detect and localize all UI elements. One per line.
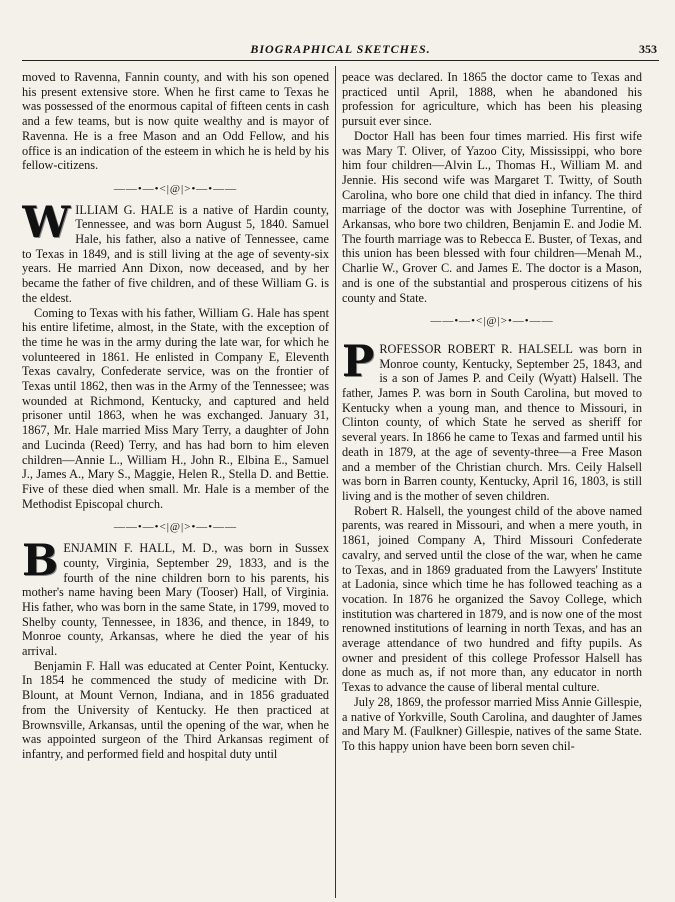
dropcap-b: B [22, 536, 59, 587]
dropcap-p: P [342, 336, 375, 387]
hall-marriages-paragraph: Doctor Hall has been four times married. His first wife was Mary T. Oliver, of Yazoo City, Mississippi, who bore him four children—Alvin L., Thomas H., William M. and Jennie. His second wife was Margaret T. Twitty, of South Carolina, who bore one child that died in infancy. The third marriage of the doctor was with Josephine Turrentine, of Arkansas, who bore two children, Benjamin E. and Jodie M. The fourth marriage was to Rebecca E. Buster, of Texas, and this union has been blessed with four children—Menah M., Charlie W., Grover C. and James E. The doctor is a Mason, and is one of the substantial and prosperous citizens of his county and State. [342, 128, 642, 305]
dropcap-w: W [22, 197, 71, 248]
hale-intro-text: is a native of Hardin county, Tennessee, and was born August 5, 1840. Samuel Hale, his father, also a native of Tennessee, came to Texas in 1849, and is still living at the age of seventy-six years. He married Ann Dixon, now deceased, and by her became the father of five children, and of these William G. is the eldest. [22, 202, 329, 305]
column-rule [335, 66, 336, 898]
halsell-paragraph-3: July 28, 1869, the professor married Miss Annie Gillespie, a native of Yorkville, South Carolina, and daughter of James and Mary M. (Faulkner) Gillespie, natives of the same State. To this happy union have been born seven chil- [342, 694, 642, 753]
bio-robert-halsell [342, 336, 642, 754]
section-ornament: ——•—•<|@|>•—•—— [113, 521, 238, 534]
hall-intro-text: , was born in Sussex county, Virginia, September 29, 1833, and is the fourth of the nine children born to his parents, his mother's name having been Mary (Tooser) Hall, of Virginia. His father, who was born in the same State, in 1799, moved to Shelby county, Tennessee, in 1836, and thence, in 1849, to Monroe county, Arkansas, where he died the year of his arrival. [22, 541, 329, 659]
hale-intro-paragraph [22, 197, 329, 306]
section-ornament: ——•—•<|@|>•—•—— [430, 315, 554, 328]
left-column [22, 70, 329, 896]
running-head: BIOGRAPHICAL SKETCHES. [250, 42, 431, 56]
page-header [22, 40, 659, 61]
halsell-paragraph-2: Robert R. Halsell, the youngest child of the above named parents, was reared in Missouri, and when a mere youth, in 1861, joined Company A, Third Missouri Confederate cavalry, and served until the close of the war, when he came to Texas, and in 1869 graduated from the Lawyers' Institute at Ladonia, since which time he has followed teaching as a vocation. In 1876 he organized the Savoy College, which institution was chartered in 1879, and is now one of the most renowned institutions of learning in north Texas, and has an average attendance of two hundred and fifty pupils. As owner and president of this college Professor Halsell has done as much as, if not more than, any educator in north Texas to advance the cause of liberal mental culture. [342, 503, 642, 695]
continuation-paragraph: moved to Ravenna, Fannin county, and with his son opened his present extensive store. When he first came to Texas he was possessed of the enormous capital of fifteen cents in cash and a few teams, but is now quite wealthy and is mayor of Ravenna. He is a free Mason and an Odd Fellow, and his office is an indication of the esteem in which he is held by his fellow-citizens. [22, 70, 329, 173]
halsell-intro-paragraph [342, 336, 642, 504]
hall-name: ENJAMIN F. HALL, M. D. [63, 541, 215, 556]
halsell-name: ROFESSOR ROBERT R. HALSELL [379, 341, 573, 356]
hale-name: ILLIAM G. HALE [75, 202, 174, 217]
hall-paragraph-2: Benjamin F. Hall was educated at Center Point, Kentucky. In 1854 he commenced the study of medicine with Dr. Blount, at Mount Vernon, Indiana, and in 1856 graduated from the University of Kentucky. He then practiced at Brownsville, Arkansas, until the opening of the war, when he was appointed surgeon of the Third Arkansas regiment of infantry, and performed field and hospital duty until [22, 658, 329, 761]
bio-william-hale [22, 197, 329, 512]
right-column [342, 70, 642, 896]
hall-continuation-paragraph: peace was declared. In 1865 the doctor came to Texas and practiced until April, 1888, when he abandoned his profession for agriculture, which has been his pleasing pursuit ever since. [342, 70, 642, 129]
hale-paragraph-2: Coming to Texas with his father, William G. Hale has spent his entire lifetime, almost, in the State, with the exception of the time he was in the army during the late war, for which he volunteered in 1861. He enlisted in Company E, Eleventh Texas cavalry, Confederate service, was on the frontier of Texas until 1862, then was in the Army of the Tennessee; was wounded at Richmond, Kentucky, and captured and held prisoner until 1863, when he was exchanged. January 31, 1867, Mr. Hale married Miss Mary Terry, a daughter of John and Lucinda (Reed) Terry, and has had born to him eleven children—Annie L., William H., John R., Elbina E., Samuel J., James A., Mary S., Maggie, Helen R., Stella D. and Bettie. Five of these died when small. Mr. Hale is a member of the Methodist Episcopal church. [22, 305, 329, 511]
halsell-intro-text: was born in Monroe county, Kentucky, September 25, 1843, and is a son of James P. and Ceily (Wyatt) Halsell. The father, James P. was born in South Carolina, but moved to Kentucky when a young man, and thence to Missouri, in Clinton county, of which State he served as sheriff for several years. In 1866 he came to Texas and farmed until his death in 1879, at the age of seventy-three—a Free Mason and a member of the Christian church. Mrs. Ceily Halsell was born in Barren county, Kentucky, April 16, 1803, is still living and is the mother of seven children. [342, 341, 642, 503]
bio-benjamin-hall [22, 536, 329, 762]
section-ornament: ——•—•<|@|>•—•—— [113, 182, 238, 195]
hall-intro-paragraph [22, 536, 329, 659]
page-number: 353 [639, 42, 657, 56]
